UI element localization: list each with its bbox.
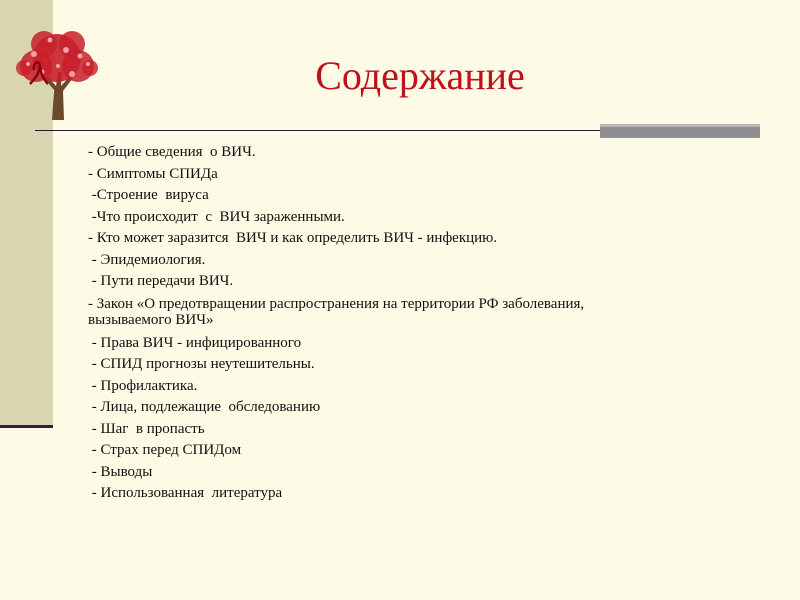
list-item: - Закон «О предотвращении распространения на территории РФ заболевания, вызываемого ВИЧ» (88, 295, 585, 328)
left-bar-underline (0, 425, 53, 428)
list-item: - Страх перед СПИДом (88, 442, 242, 458)
list-item: - Симптомы СПИДа (88, 165, 218, 182)
red-ribbon-tree-icon (14, 28, 100, 120)
title-divider (35, 130, 600, 131)
list-item: -Что происходит с ВИЧ зараженными. (88, 208, 345, 225)
list-item: - Кто может заразится ВИЧ и как определить ВИЧ - инфекцию. (88, 230, 498, 246)
list-item: - Использованная литература (88, 485, 283, 501)
list-item: - Пути передачи ВИЧ. (88, 273, 234, 289)
table-of-contents (88, 142, 728, 505)
list-item: -Строение вируса (88, 187, 209, 203)
title-accent-bar (600, 124, 760, 138)
list-item: - Права ВИЧ - инфицированного (88, 334, 302, 351)
list-item: - Профилактика. (88, 377, 198, 394)
list-item: - СПИД прогнозы неутешительны. (88, 356, 315, 372)
list-item: - Выводы (88, 463, 153, 480)
page-title: Содержание (315, 53, 525, 98)
list-item: - Шаг в пропасть (88, 420, 205, 437)
list-item: - Лица, подлежащие обследованию (88, 399, 321, 415)
list-item: - Эпидемиология. (88, 251, 206, 268)
list-item: - Общие сведения о ВИЧ. (88, 144, 256, 160)
